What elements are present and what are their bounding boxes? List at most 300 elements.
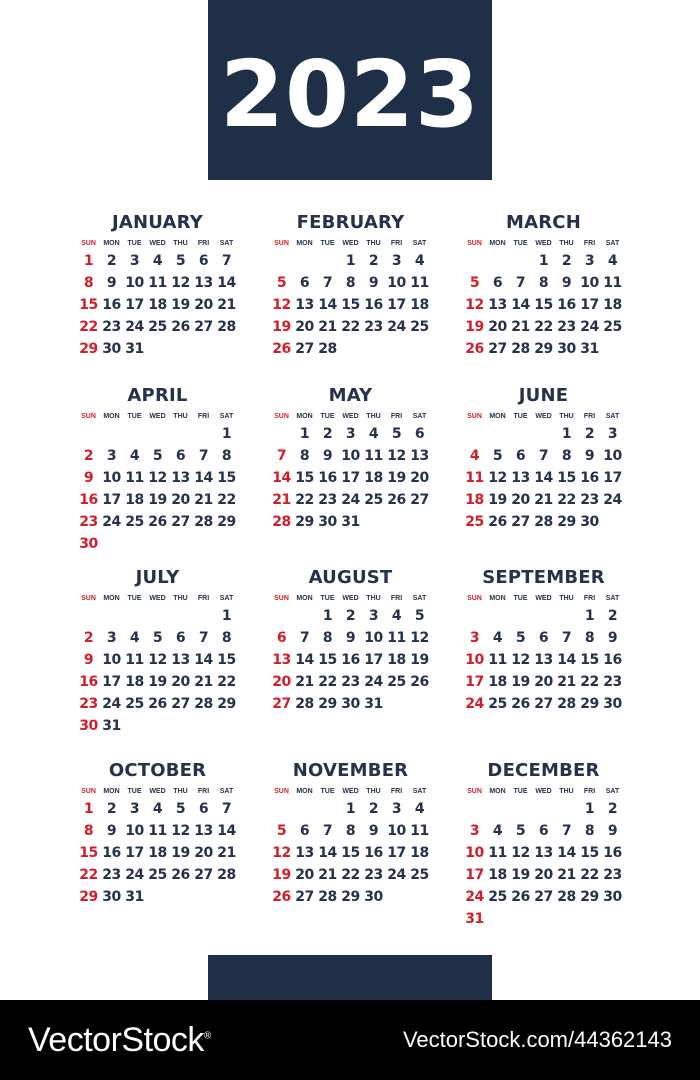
month-june <box>463 384 624 533</box>
day-cell: 27 <box>171 514 190 530</box>
day-cell: 14 <box>318 297 337 313</box>
day-cell: 7 <box>221 801 232 817</box>
day-cell: 24 <box>364 674 383 690</box>
day-cell: 14 <box>295 652 314 668</box>
week-row <box>77 671 238 693</box>
day-cell: 20 <box>511 492 530 508</box>
week-row <box>77 511 238 533</box>
day-cell: 25 <box>125 696 144 712</box>
empty-day <box>77 605 100 627</box>
week-row <box>270 489 431 511</box>
day-cell: 5 <box>515 630 526 646</box>
day-cell: 2 <box>607 801 618 817</box>
day-cell: 9 <box>345 630 356 646</box>
empty-day <box>408 338 431 360</box>
day-cell: 4 <box>152 801 163 817</box>
weekday-label: WED <box>342 788 359 795</box>
day-cell: 16 <box>102 845 121 861</box>
empty-day <box>532 605 555 627</box>
day-cell: 13 <box>272 652 291 668</box>
week-row <box>463 338 624 360</box>
weekday-label: WED <box>535 595 552 602</box>
day-cell: 3 <box>106 630 117 646</box>
day-cell: 26 <box>488 514 507 530</box>
day-cell: 23 <box>603 867 622 883</box>
weekday-label: SUN <box>467 413 482 420</box>
weekday-header <box>77 786 238 798</box>
day-cell: 8 <box>83 275 94 291</box>
week-row <box>77 316 238 338</box>
week-row <box>270 445 431 467</box>
day-cell: 8 <box>584 630 595 646</box>
day-cell: 16 <box>580 470 599 486</box>
day-cell: 28 <box>194 696 213 712</box>
weekday-label: FRI <box>390 413 403 420</box>
day-cell: 7 <box>322 275 333 291</box>
day-cell: 1 <box>345 801 356 817</box>
week-row <box>270 511 431 533</box>
day-cell: 12 <box>272 845 291 861</box>
weekday-label: SAT <box>605 788 620 795</box>
day-cell: 1 <box>299 426 310 442</box>
weekday-label: SUN <box>467 788 482 795</box>
day-cell: 8 <box>221 448 232 464</box>
month-name: SEPTEMBER <box>482 567 605 588</box>
week-row <box>463 864 624 886</box>
day-cell: 17 <box>465 867 484 883</box>
day-cell: 13 <box>194 275 213 291</box>
day-cell: 18 <box>125 674 144 690</box>
weekday-label: FRI <box>197 413 210 420</box>
empty-day <box>123 605 146 627</box>
empty-day <box>146 715 169 737</box>
day-cell: 6 <box>299 823 310 839</box>
day-cell: 6 <box>175 448 186 464</box>
day-cell: 26 <box>171 867 190 883</box>
day-cell: 23 <box>364 867 383 883</box>
day-cell: 8 <box>584 823 595 839</box>
weekday-label: TUE <box>127 595 142 602</box>
day-cell: 17 <box>125 297 144 313</box>
day-cell: 30 <box>102 341 121 357</box>
day-cell: 27 <box>272 696 291 712</box>
day-cell: 24 <box>603 492 622 508</box>
week-row <box>77 533 238 555</box>
empty-day <box>509 423 532 445</box>
day-cell: 31 <box>580 341 599 357</box>
day-cell: 14 <box>217 275 236 291</box>
day-cell: 11 <box>387 630 406 646</box>
day-cell: 29 <box>318 696 337 712</box>
day-cell: 11 <box>410 823 429 839</box>
week-row <box>463 316 624 338</box>
day-cell: 14 <box>194 652 213 668</box>
week-row <box>463 445 624 467</box>
day-cell: 11 <box>488 652 507 668</box>
day-cell: 1 <box>83 801 94 817</box>
day-cell: 27 <box>171 696 190 712</box>
weekday-label: TUE <box>513 413 528 420</box>
day-cell: 19 <box>465 319 484 335</box>
week-row <box>77 798 238 820</box>
weekday-header <box>463 411 624 423</box>
week-row <box>463 511 624 533</box>
day-cell: 5 <box>276 823 287 839</box>
day-cell: 25 <box>488 889 507 905</box>
day-cell: 5 <box>276 275 287 291</box>
empty-day <box>215 886 238 908</box>
day-cell: 20 <box>488 319 507 335</box>
day-cell: 13 <box>171 470 190 486</box>
empty-day <box>77 423 100 445</box>
day-cell: 23 <box>364 319 383 335</box>
empty-day <box>532 798 555 820</box>
week-row <box>77 423 238 445</box>
day-cell: 9 <box>368 823 379 839</box>
day-cell: 30 <box>102 889 121 905</box>
day-cell: 18 <box>387 652 406 668</box>
day-cell: 12 <box>148 470 167 486</box>
month-name: OCTOBER <box>108 760 207 781</box>
empty-day <box>408 511 431 533</box>
day-cell: 17 <box>341 470 360 486</box>
day-cell: 18 <box>488 674 507 690</box>
day-cell: 23 <box>79 696 98 712</box>
empty-day <box>509 250 532 272</box>
day-cell: 2 <box>83 448 94 464</box>
day-cell: 28 <box>318 889 337 905</box>
day-cell: 1 <box>538 253 549 269</box>
day-cell: 21 <box>217 297 236 313</box>
weekday-label: MON <box>296 413 313 420</box>
week-row <box>463 467 624 489</box>
empty-day <box>316 798 339 820</box>
day-cell: 24 <box>125 319 144 335</box>
empty-day <box>215 338 238 360</box>
weekday-label: FRI <box>197 240 210 247</box>
empty-day <box>555 605 578 627</box>
weekday-label: SUN <box>274 788 289 795</box>
day-cell: 9 <box>607 630 618 646</box>
empty-day <box>146 605 169 627</box>
week-row <box>77 820 238 842</box>
day-cell: 12 <box>171 823 190 839</box>
day-cell: 7 <box>538 448 549 464</box>
day-cell: 28 <box>557 696 576 712</box>
day-cell: 14 <box>318 845 337 861</box>
empty-day <box>486 798 509 820</box>
year-title: 2023 <box>219 41 481 148</box>
weekday-label: SAT <box>412 788 427 795</box>
day-cell: 18 <box>148 845 167 861</box>
day-cell: 30 <box>79 718 98 734</box>
day-cell: 17 <box>125 845 144 861</box>
empty-day <box>192 605 215 627</box>
day-cell: 12 <box>410 630 429 646</box>
day-cell: 8 <box>299 448 310 464</box>
weekday-label: SUN <box>467 595 482 602</box>
month-december <box>463 759 624 930</box>
day-cell: 23 <box>79 514 98 530</box>
day-cell: 30 <box>580 514 599 530</box>
month-name: DECEMBER <box>487 760 600 781</box>
week-row <box>463 820 624 842</box>
weekday-header <box>463 238 624 250</box>
weekday-label: MON <box>103 595 120 602</box>
day-cell: 19 <box>387 470 406 486</box>
day-cell: 7 <box>221 253 232 269</box>
weekday-header <box>77 238 238 250</box>
day-cell: 3 <box>391 253 402 269</box>
weekday-label: SUN <box>274 240 289 247</box>
day-cell: 5 <box>391 426 402 442</box>
weekday-label: TUE <box>127 413 142 420</box>
day-cell: 23 <box>102 319 121 335</box>
day-cell: 18 <box>148 297 167 313</box>
weekday-label: TUE <box>320 413 335 420</box>
day-cell: 22 <box>580 674 599 690</box>
empty-day <box>169 338 192 360</box>
day-cell: 4 <box>391 608 402 624</box>
empty-day <box>146 338 169 360</box>
day-cell: 9 <box>322 448 333 464</box>
day-cell: 19 <box>410 652 429 668</box>
empty-day <box>192 533 215 555</box>
weekday-label: WED <box>535 240 552 247</box>
day-cell: 22 <box>79 319 98 335</box>
empty-day <box>192 423 215 445</box>
day-cell: 23 <box>341 674 360 690</box>
day-cell: 20 <box>171 674 190 690</box>
day-cell: 25 <box>125 514 144 530</box>
empty-day <box>509 605 532 627</box>
weekday-label: WED <box>149 240 166 247</box>
weekday-label: SAT <box>219 595 234 602</box>
weekday-label: MON <box>489 788 506 795</box>
week-row <box>270 671 431 693</box>
day-cell: 14 <box>557 652 576 668</box>
day-cell: 31 <box>465 911 484 927</box>
weekday-label: MON <box>103 413 120 420</box>
week-row <box>270 338 431 360</box>
day-cell: 23 <box>557 319 576 335</box>
day-cell: 29 <box>217 696 236 712</box>
week-row <box>77 445 238 467</box>
day-cell: 25 <box>465 514 484 530</box>
day-cell: 3 <box>129 801 140 817</box>
month-name: APRIL <box>127 385 188 406</box>
day-cell: 17 <box>102 492 121 508</box>
day-cell: 22 <box>580 867 599 883</box>
empty-day <box>509 908 532 930</box>
day-cell: 1 <box>322 608 333 624</box>
day-cell: 19 <box>148 674 167 690</box>
day-cell: 7 <box>561 823 572 839</box>
month-name: JANUARY <box>112 212 203 233</box>
week-row <box>270 272 431 294</box>
day-cell: 10 <box>364 630 383 646</box>
week-row <box>77 250 238 272</box>
day-cell: 17 <box>603 470 622 486</box>
watermark-bar <box>0 1000 700 1080</box>
weekday-header <box>77 593 238 605</box>
day-cell: 12 <box>511 845 530 861</box>
day-cell: 26 <box>511 696 530 712</box>
empty-day <box>601 511 624 533</box>
week-row <box>463 693 624 715</box>
day-cell: 20 <box>171 492 190 508</box>
weekday-label: SUN <box>81 240 96 247</box>
day-cell: 14 <box>194 470 213 486</box>
weekday-label: FRI <box>197 595 210 602</box>
day-cell: 6 <box>414 426 425 442</box>
week-row <box>77 605 238 627</box>
day-cell: 14 <box>557 845 576 861</box>
day-cell: 16 <box>364 845 383 861</box>
empty-day <box>146 533 169 555</box>
day-cell: 26 <box>465 341 484 357</box>
day-cell: 31 <box>102 718 121 734</box>
empty-day <box>486 605 509 627</box>
day-cell: 5 <box>175 253 186 269</box>
day-cell: 9 <box>106 275 117 291</box>
day-cell: 25 <box>410 867 429 883</box>
day-cell: 3 <box>607 426 618 442</box>
day-cell: 10 <box>102 470 121 486</box>
day-cell: 23 <box>580 492 599 508</box>
month-name: FEBRUARY <box>296 212 405 233</box>
weekday-label: FRI <box>583 788 596 795</box>
weekday-label: FRI <box>390 595 403 602</box>
day-cell: 27 <box>295 889 314 905</box>
day-cell: 26 <box>272 889 291 905</box>
day-cell: 9 <box>106 823 117 839</box>
day-cell: 29 <box>79 341 98 357</box>
day-cell: 18 <box>603 297 622 313</box>
empty-day <box>555 798 578 820</box>
day-cell: 15 <box>217 470 236 486</box>
weekday-label: WED <box>149 788 166 795</box>
week-row <box>463 649 624 671</box>
day-cell: 2 <box>607 608 618 624</box>
day-cell: 30 <box>603 889 622 905</box>
week-row <box>463 908 624 930</box>
day-cell: 23 <box>603 674 622 690</box>
week-row <box>463 294 624 316</box>
day-cell: 17 <box>465 674 484 690</box>
day-cell: 23 <box>318 492 337 508</box>
day-cell: 5 <box>414 608 425 624</box>
day-cell: 27 <box>194 319 213 335</box>
day-cell: 19 <box>148 492 167 508</box>
empty-day <box>169 423 192 445</box>
day-cell: 17 <box>580 297 599 313</box>
empty-day <box>123 533 146 555</box>
day-cell: 30 <box>603 696 622 712</box>
day-cell: 30 <box>79 536 98 552</box>
day-cell: 1 <box>345 253 356 269</box>
month-october <box>77 759 238 908</box>
weekday-label: THU <box>366 788 381 795</box>
day-cell: 1 <box>584 801 595 817</box>
empty-day <box>123 423 146 445</box>
day-cell: 15 <box>295 470 314 486</box>
empty-day <box>215 715 238 737</box>
empty-day <box>578 908 601 930</box>
weekday-label: FRI <box>583 595 596 602</box>
weekday-label: THU <box>559 240 574 247</box>
empty-day <box>532 423 555 445</box>
month-name: JUNE <box>518 385 569 406</box>
week-row <box>270 798 431 820</box>
day-cell: 25 <box>364 492 383 508</box>
day-cell: 8 <box>322 630 333 646</box>
day-cell: 25 <box>488 696 507 712</box>
weekday-label: TUE <box>513 788 528 795</box>
week-row <box>270 842 431 864</box>
day-cell: 15 <box>318 652 337 668</box>
day-cell: 6 <box>198 253 209 269</box>
month-july <box>77 566 238 737</box>
day-cell: 3 <box>368 608 379 624</box>
day-cell: 31 <box>364 696 383 712</box>
month-name: NOVEMBER <box>292 760 409 781</box>
day-cell: 27 <box>511 514 530 530</box>
weekday-label: THU <box>366 413 381 420</box>
empty-day <box>385 886 408 908</box>
day-cell: 28 <box>511 341 530 357</box>
day-cell: 15 <box>557 470 576 486</box>
day-cell: 16 <box>102 297 121 313</box>
day-cell: 11 <box>125 470 144 486</box>
day-cell: 21 <box>295 674 314 690</box>
weekday-label: TUE <box>513 595 528 602</box>
week-row <box>77 467 238 489</box>
day-cell: 26 <box>272 341 291 357</box>
day-cell: 20 <box>295 867 314 883</box>
day-cell: 31 <box>125 341 144 357</box>
empty-day <box>601 908 624 930</box>
weekday-label: MON <box>296 240 313 247</box>
empty-day <box>463 798 486 820</box>
empty-day <box>270 798 293 820</box>
empty-day <box>555 908 578 930</box>
day-cell: 30 <box>364 889 383 905</box>
day-cell: 9 <box>607 823 618 839</box>
day-cell: 2 <box>368 253 379 269</box>
weekday-label: FRI <box>197 788 210 795</box>
day-cell: 29 <box>341 889 360 905</box>
day-cell: 20 <box>410 470 429 486</box>
day-cell: 10 <box>580 275 599 291</box>
day-cell: 18 <box>410 845 429 861</box>
day-cell: 12 <box>148 652 167 668</box>
weekday-label: MON <box>103 240 120 247</box>
weekday-header <box>270 411 431 423</box>
day-cell: 7 <box>276 448 287 464</box>
empty-day <box>385 511 408 533</box>
day-cell: 16 <box>79 492 98 508</box>
week-row <box>77 489 238 511</box>
day-cell: 8 <box>345 275 356 291</box>
empty-day <box>293 250 316 272</box>
day-cell: 10 <box>465 652 484 668</box>
day-cell: 13 <box>295 297 314 313</box>
empty-day <box>146 423 169 445</box>
weekday-label: SUN <box>274 413 289 420</box>
day-cell: 11 <box>488 845 507 861</box>
day-cell: 19 <box>511 674 530 690</box>
